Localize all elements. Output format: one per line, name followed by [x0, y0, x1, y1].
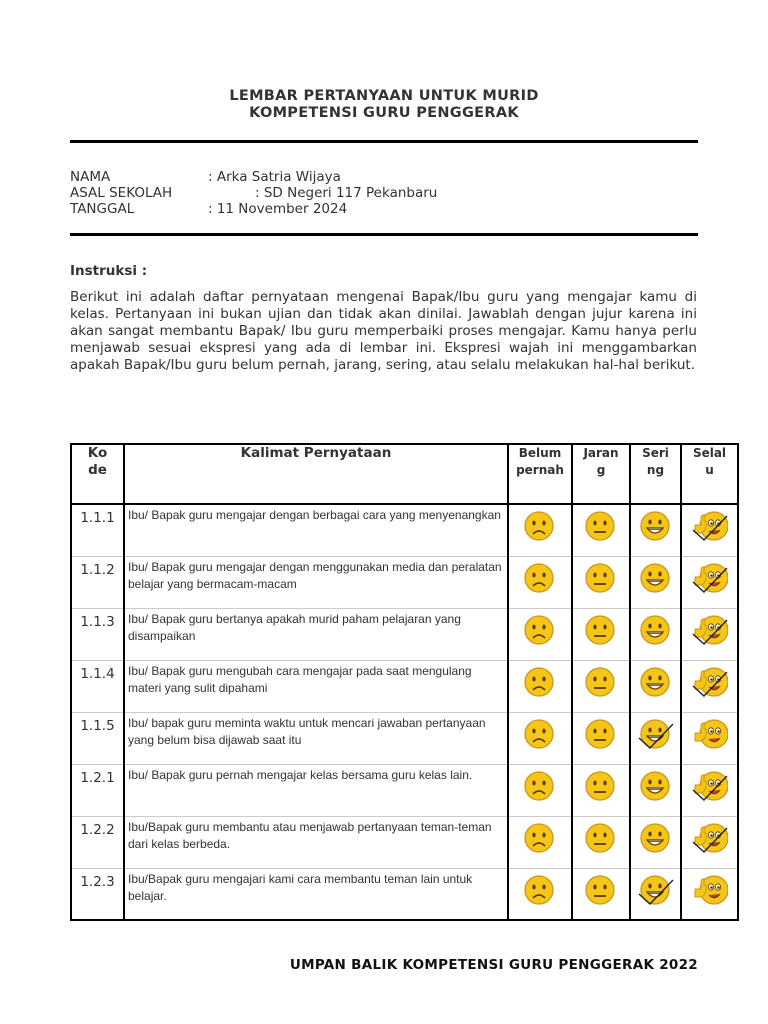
row-code: 1.2.2: [71, 816, 124, 868]
header-sering: Sering: [630, 444, 681, 504]
row-statement: Ibu/ Bapak guru bertanya apakah murid paham pelajaran yang disampaikan: [124, 608, 508, 660]
cell-sering[interactable]: [630, 608, 681, 660]
cell-sering[interactable]: [630, 764, 681, 816]
cell-selalu[interactable]: [681, 712, 738, 764]
cell-sering[interactable]: [630, 816, 681, 868]
table-row: [71, 868, 738, 920]
sad-face-icon[interactable]: [522, 613, 558, 647]
grinning-face-icon[interactable]: [638, 821, 674, 855]
cell-selalu[interactable]: [681, 504, 738, 556]
cell-selalu[interactable]: [681, 868, 738, 920]
cell-sering[interactable]: [630, 868, 681, 920]
table-row: [71, 504, 738, 556]
grinning-face-icon[interactable]: [638, 873, 674, 907]
cell-jarang[interactable]: [572, 504, 630, 556]
row-statement: Ibu/ Bapak guru mengajar dengan menggunakan media dan peralatan belajar yang bermacam-macam: [124, 556, 508, 608]
cell-belum[interactable]: [508, 504, 572, 556]
instructions-heading: Instruksi :: [70, 263, 148, 279]
cell-sering[interactable]: [630, 504, 681, 556]
cell-selalu[interactable]: [681, 764, 738, 816]
grinning-face-icon[interactable]: [638, 561, 674, 595]
neutral-face-icon[interactable]: [583, 821, 619, 855]
row-statement: Ibu/Bapak guru membantu atau menjawab pertanyaan teman-teman dari kelas berbeda.: [124, 816, 508, 868]
footer-text: UMPAN BALIK KOMPETENSI GURU PENGGERAK 2022: [289, 957, 698, 973]
cell-belum[interactable]: [508, 712, 572, 764]
table-body: [71, 504, 738, 920]
sad-face-icon[interactable]: [522, 561, 558, 595]
table-header-row: [71, 444, 738, 504]
header-jarang: Jarang: [572, 444, 630, 504]
cell-selalu[interactable]: [681, 660, 738, 712]
table-row: [71, 764, 738, 816]
neutral-face-icon[interactable]: [583, 561, 619, 595]
thumbs-up-face-icon[interactable]: [692, 873, 728, 907]
cell-sering[interactable]: [630, 556, 681, 608]
neutral-face-icon[interactable]: [583, 873, 619, 907]
sad-face-icon[interactable]: [522, 873, 558, 907]
sad-face-icon[interactable]: [522, 717, 558, 751]
sad-face-icon[interactable]: [522, 665, 558, 699]
row-statement: Ibu/ Bapak guru pernah mengajar kelas bersama guru kelas lain.: [124, 764, 508, 816]
cell-jarang[interactable]: [572, 660, 630, 712]
cell-belum[interactable]: [508, 816, 572, 868]
table-row: [71, 816, 738, 868]
cell-selalu[interactable]: [681, 816, 738, 868]
cell-selalu[interactable]: [681, 556, 738, 608]
cell-jarang[interactable]: [572, 816, 630, 868]
grinning-face-icon[interactable]: [638, 613, 674, 647]
neutral-face-icon[interactable]: [583, 509, 619, 543]
instructions-text: Berikut ini adalah daftar pernyataan mengenai Bapak/Ibu guru yang mengajar kamu di kelas. Pertanyaan ini bukan ujian dan tidak akan dinilai. Jawablah dengan jujur karena ini akan sangat membantu Bapak/ Ibu guru memperbaiki proses mengajar. Kamu hanya perlu menjawab sesuai ekspresi yang ada di lembar ini. Ekspresi wajah ini menggambarkan apakah Bapak/Ibu guru belum pernah, jarang, sering, atau selalu melakukan hal-hal berikut.: [70, 289, 697, 373]
thumbs-up-face-icon[interactable]: [692, 769, 728, 803]
document-title-line2: KOMPETENSI GURU PENGGERAK: [249, 105, 519, 121]
divider-bottom: [70, 233, 698, 236]
neutral-face-icon[interactable]: [583, 717, 619, 751]
neutral-face-icon[interactable]: [583, 665, 619, 699]
thumbs-up-face-icon[interactable]: [692, 717, 728, 751]
cell-belum[interactable]: [508, 868, 572, 920]
cell-jarang[interactable]: [572, 556, 630, 608]
row-code: 1.1.2: [71, 556, 124, 608]
row-statement: Ibu/ Bapak guru mengajar dengan berbagai cara yang menyenangkan: [124, 504, 508, 556]
row-code: 1.1.5: [71, 712, 124, 764]
cell-jarang[interactable]: [572, 764, 630, 816]
row-statement: Ibu/Bapak guru mengajari kami cara membantu teman lain untuk belajar.: [124, 868, 508, 920]
sad-face-icon[interactable]: [522, 509, 558, 543]
cell-sering[interactable]: [630, 712, 681, 764]
header-kode: Kode: [71, 444, 124, 504]
grinning-face-icon[interactable]: [638, 717, 674, 751]
header-kalimat: Kalimat Pernyataan: [124, 444, 508, 504]
cell-jarang[interactable]: [572, 868, 630, 920]
thumbs-up-face-icon[interactable]: [692, 509, 728, 543]
cell-jarang[interactable]: [572, 712, 630, 764]
sad-face-icon[interactable]: [522, 821, 558, 855]
thumbs-up-face-icon[interactable]: [692, 665, 728, 699]
grinning-face-icon[interactable]: [638, 769, 674, 803]
row-code: 1.1.1: [71, 504, 124, 556]
thumbs-up-face-icon[interactable]: [692, 821, 728, 855]
thumbs-up-face-icon[interactable]: [692, 561, 728, 595]
table-row: [71, 556, 738, 608]
document-title-line1: LEMBAR PERTANYAAN UNTUK MURID: [229, 88, 539, 104]
cell-sering[interactable]: [630, 660, 681, 712]
cell-belum[interactable]: [508, 608, 572, 660]
divider-top: [70, 140, 698, 143]
sekolah-label: ASAL SEKOLAH: [70, 185, 173, 201]
row-code: 1.2.3: [71, 868, 124, 920]
table-row: [71, 608, 738, 660]
thumbs-up-face-icon[interactable]: [692, 613, 728, 647]
header-belum-pernah: Belum pernah: [508, 444, 572, 504]
row-code: 1.1.3: [71, 608, 124, 660]
cell-belum[interactable]: [508, 556, 572, 608]
table-row: [71, 660, 738, 712]
tanggal-value: : 11 November 2024: [208, 201, 348, 217]
header-selalu: Selalu: [681, 444, 738, 504]
grinning-face-icon[interactable]: [638, 665, 674, 699]
cell-belum[interactable]: [508, 660, 572, 712]
cell-jarang[interactable]: [572, 608, 630, 660]
neutral-face-icon[interactable]: [583, 769, 619, 803]
sad-face-icon[interactable]: [522, 769, 558, 803]
tanggal-label: TANGGAL: [70, 201, 135, 217]
cell-selalu[interactable]: [681, 608, 738, 660]
row-code: 1.1.4: [71, 660, 124, 712]
nama-value: : Arka Satria Wijaya: [208, 169, 341, 185]
questionnaire-table: [70, 443, 739, 921]
nama-label: NAMA: [70, 169, 111, 185]
table-row: [71, 712, 738, 764]
row-code: 1.2.1: [71, 764, 124, 816]
row-statement: Ibu/ Bapak guru mengubah cara mengajar pada saat mengulang materi yang sulit dipahami: [124, 660, 508, 712]
cell-belum[interactable]: [508, 764, 572, 816]
neutral-face-icon[interactable]: [583, 613, 619, 647]
sekolah-value: : SD Negeri 117 Pekanbaru: [255, 185, 438, 201]
row-statement: Ibu/ bapak guru meminta waktu untuk mencari jawaban pertanyaan yang belum bisa dijawab saat itu: [124, 712, 508, 764]
grinning-face-icon[interactable]: [638, 509, 674, 543]
